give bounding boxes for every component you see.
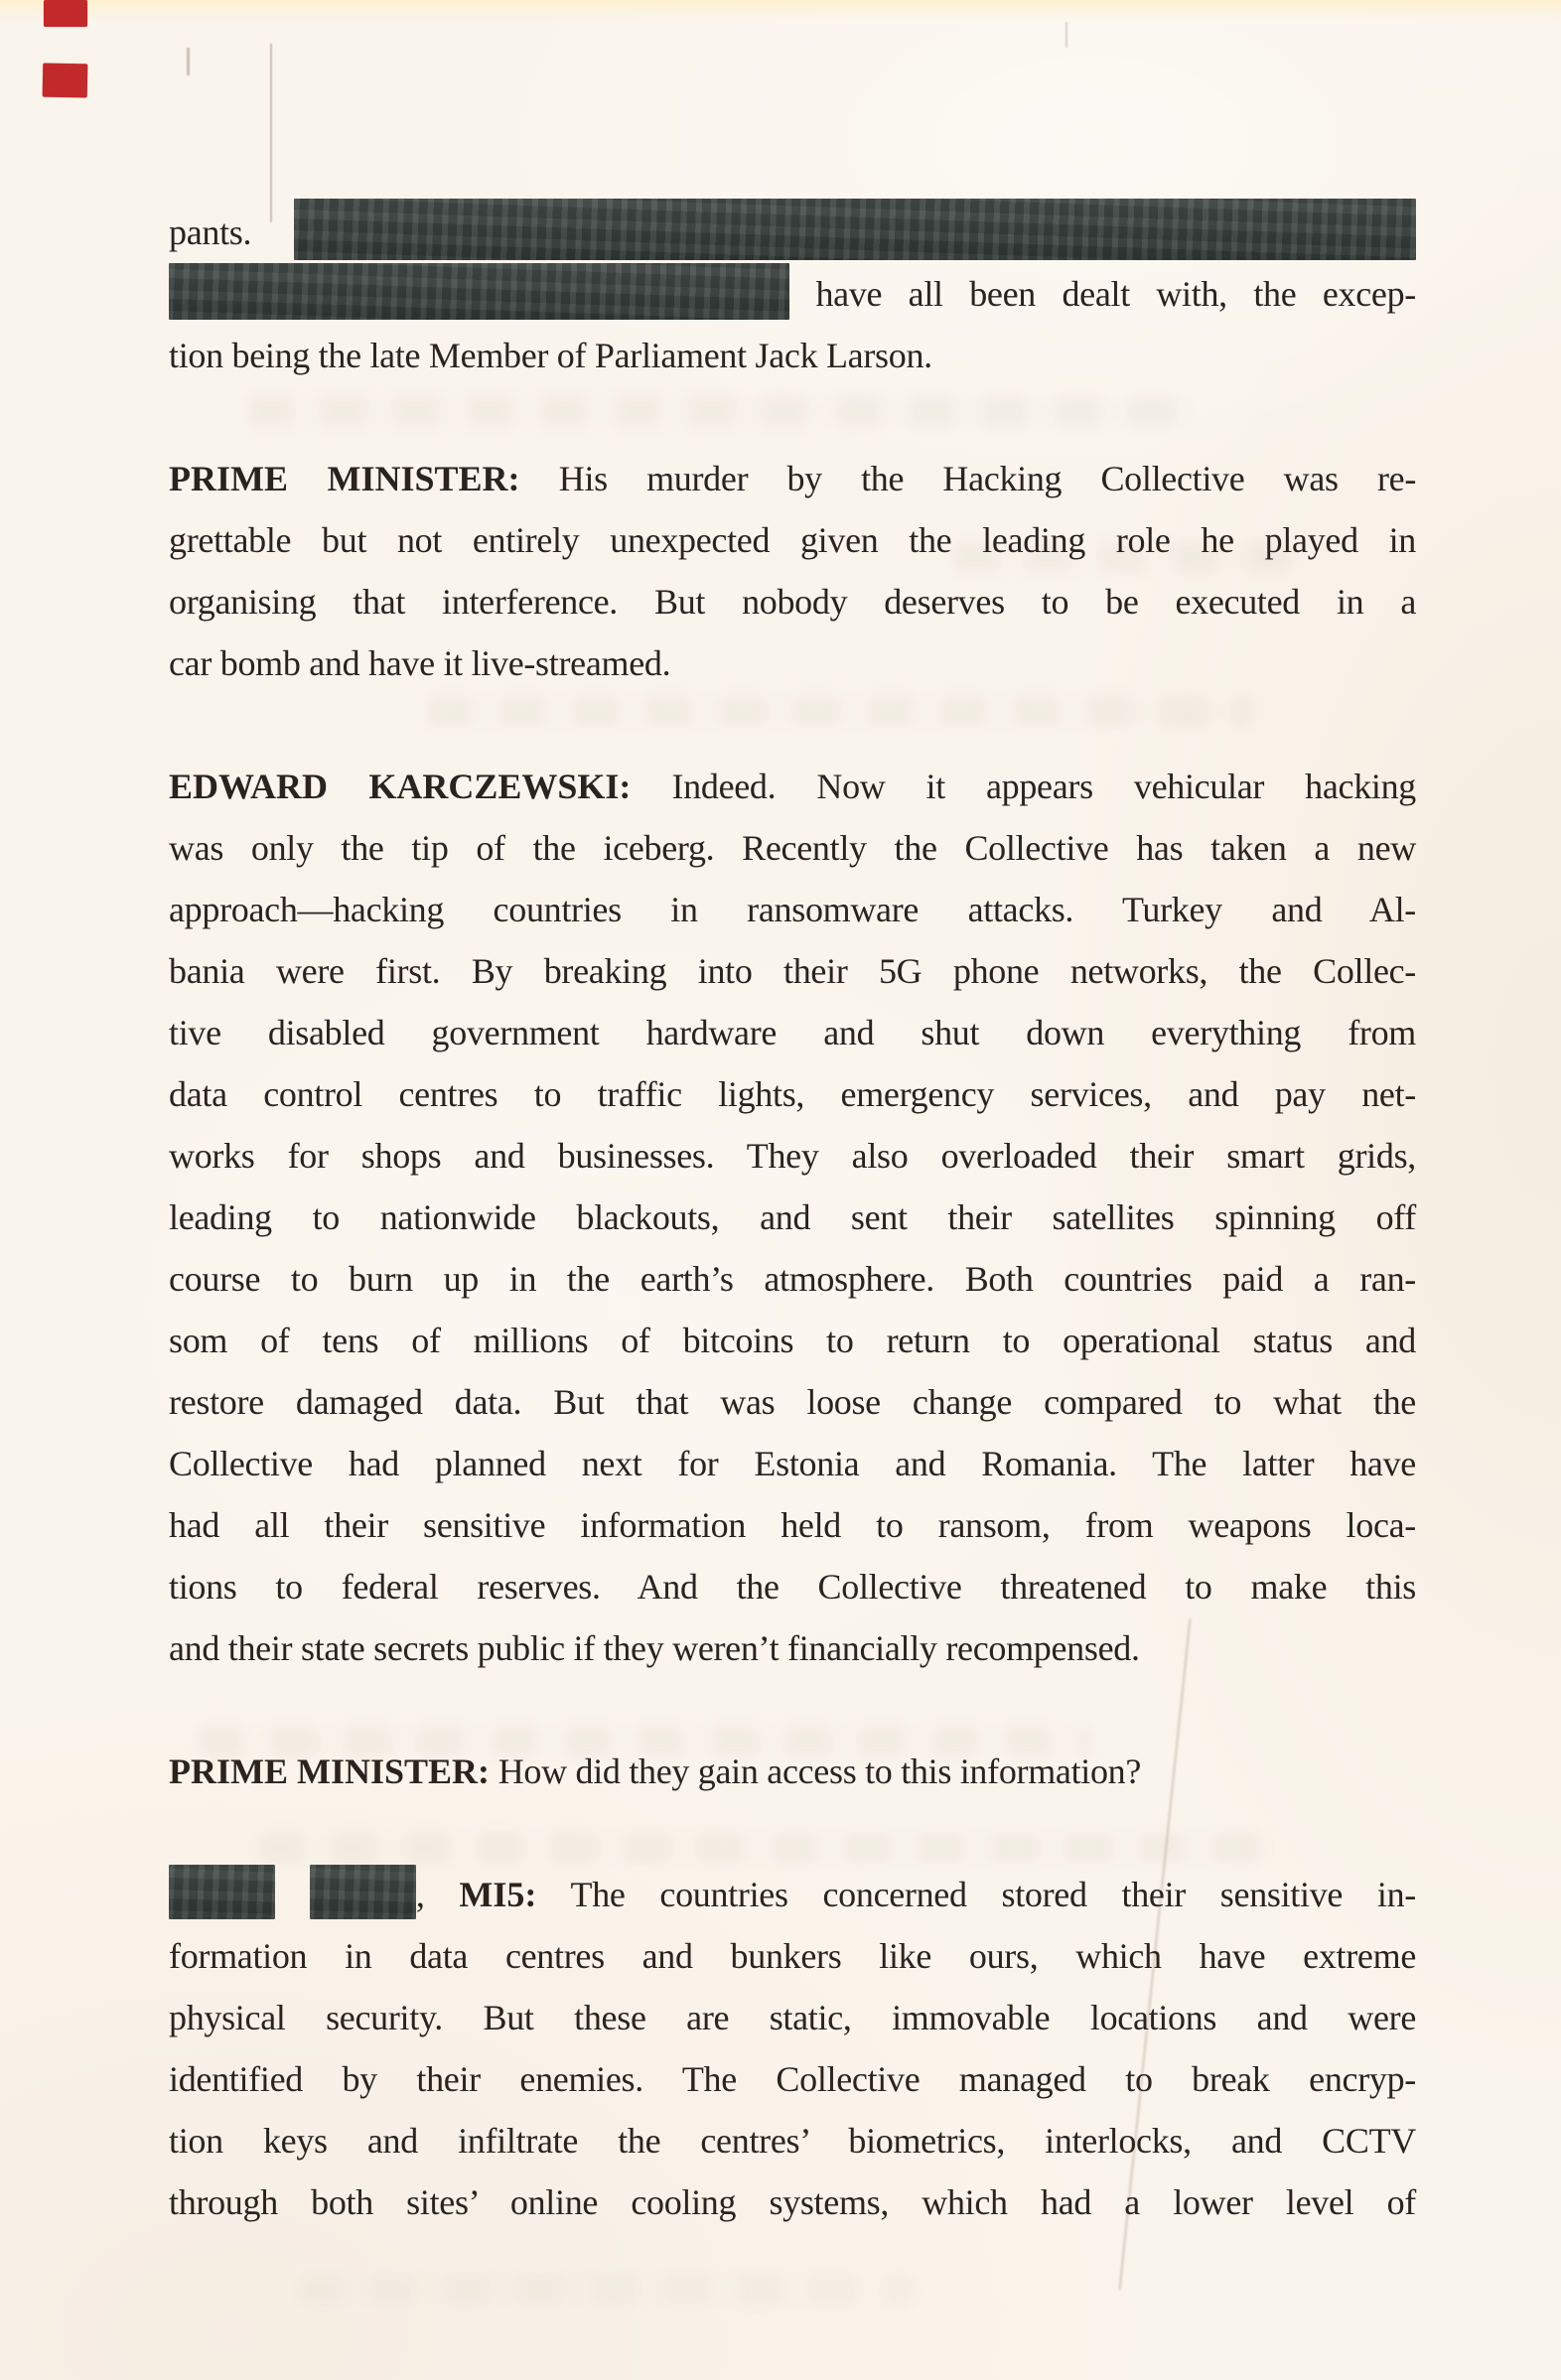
text-line	[169, 940, 1416, 1002]
text-run: pants.	[169, 212, 294, 252]
text-run: organising that interference. But nobody deserves to be executed in a	[169, 582, 1416, 622]
redaction-bar	[294, 199, 1416, 260]
text-run: course to burn up in the earth’s atmosphere. Both countries paid a ran-	[169, 1259, 1416, 1299]
scan-scratch-artifact	[1065, 22, 1067, 48]
paragraph-edward-karczewski	[169, 756, 1416, 1679]
text-line	[169, 1556, 1416, 1617]
speaker-name: EDWARD KARCZEWSKI:	[169, 767, 632, 806]
text-line	[169, 1248, 1416, 1310]
paragraph-prime-minister-1	[169, 448, 1416, 694]
text-run: tions to federal reserves. And the Collective threatened to make this	[169, 1567, 1416, 1607]
text-run: data control centres to traffic lights, emergency services, and pay net-	[169, 1074, 1416, 1114]
text-run: had all their sensitive information held to ransom, from weapons loca-	[169, 1505, 1416, 1545]
text-run: ,	[415, 1875, 460, 1914]
text-line	[169, 1187, 1416, 1248]
text-line	[169, 571, 1416, 632]
scan-scratch-artifact	[187, 48, 190, 75]
text-line	[169, 1494, 1416, 1556]
scan-scratch-artifact	[270, 44, 272, 222]
speaker-name: PRIME MINISTER:	[169, 1751, 491, 1791]
text-line	[169, 1925, 1416, 1987]
text-run: formation in data centres and bunkers like ours, which have extreme	[169, 1936, 1416, 1976]
text-line	[169, 1617, 1416, 1679]
text-run: tive disabled government hardware and shut down everything from	[169, 1013, 1416, 1052]
text-run: The countries concerned stored their sensitive in-	[536, 1875, 1416, 1914]
text-line	[169, 509, 1416, 571]
bleed-through-artifact	[298, 2274, 914, 2306]
text-line	[169, 2171, 1416, 2233]
text-line	[169, 1063, 1416, 1125]
text-line	[169, 1002, 1416, 1063]
text-line	[169, 1741, 1416, 1802]
text-run: works for shops and businesses. They also overloaded their smart grids,	[169, 1136, 1416, 1176]
paragraph-prime-minister-2	[169, 1741, 1416, 1802]
text-line	[169, 1433, 1416, 1494]
text-line	[169, 448, 1416, 509]
text-line	[169, 199, 1416, 263]
text-line	[169, 1864, 1416, 1925]
speaker-name: MI5:	[459, 1875, 537, 1914]
text-run: tion keys and infiltrate the centres’ biometrics, interlocks, and CCTV	[169, 2121, 1416, 2161]
text-run: approach—hacking countries in ransomware attacks. Turkey and Al-	[169, 890, 1416, 929]
text-line	[169, 263, 1416, 325]
redaction-bar	[169, 263, 789, 320]
text-run: identified by their enemies. The Collective managed to break encryp-	[169, 2059, 1416, 2099]
redaction-bar	[169, 1865, 275, 1919]
text-run: leading to nationwide blackouts, and sent their satellites spinning off	[169, 1197, 1416, 1237]
text-run: tion being the late Member of Parliament Jack Larson.	[169, 336, 932, 375]
red-edge-mark-top	[44, 0, 87, 27]
text-block	[169, 199, 1416, 2233]
text-run: bania were first. By breaking into their 5G phone networks, the Collec-	[169, 951, 1416, 991]
text-run: grettable but not entirely unexpected given the leading role he played in	[169, 520, 1416, 560]
text-run: physical security. But these are static, immovable locations and were	[169, 1998, 1416, 2037]
text-run: His murder by the Hacking Collective was re-	[519, 459, 1417, 498]
text-line	[169, 1371, 1416, 1433]
text-line	[169, 1310, 1416, 1371]
text-run: through both sites’ online cooling systems, which had a lower level of	[169, 2182, 1416, 2222]
text-run: was only the tip of the iceberg. Recently the Collective has taken a new	[169, 828, 1416, 868]
text-run: restore damaged data. But that was loose change compared to what the	[169, 1382, 1416, 1422]
text-line	[169, 1987, 1416, 2048]
text-line	[169, 879, 1416, 940]
text-line	[169, 756, 1416, 817]
text-line	[169, 1125, 1416, 1187]
text-run: car bomb and have it live-streamed.	[169, 643, 671, 683]
speaker-name: PRIME MINISTER:	[169, 459, 520, 498]
text-line	[169, 817, 1416, 879]
redaction-bar	[310, 1865, 416, 1919]
text-run: have all been dealt with, the excep-	[789, 274, 1416, 314]
red-edge-mark-bottom	[43, 64, 88, 98]
text-run: and their state secrets public if they weren’t financially recompensed.	[169, 1628, 1140, 1668]
text-run	[275, 1875, 310, 1914]
text-run: som of tens of millions of bitcoins to return to operational status and	[169, 1321, 1416, 1360]
text-run: Indeed. Now it appears vehicular hacking	[631, 767, 1417, 806]
text-line	[169, 325, 1416, 386]
text-run: Collective had planned next for Estonia and Romania. The latter have	[169, 1444, 1416, 1483]
text-line	[169, 2110, 1416, 2171]
paragraph-mi5	[169, 1864, 1416, 2233]
text-line	[169, 2048, 1416, 2110]
text-run: How did they gain access to this information?	[490, 1751, 1142, 1791]
text-line	[169, 632, 1416, 694]
paragraph-fragment-top	[169, 199, 1416, 386]
